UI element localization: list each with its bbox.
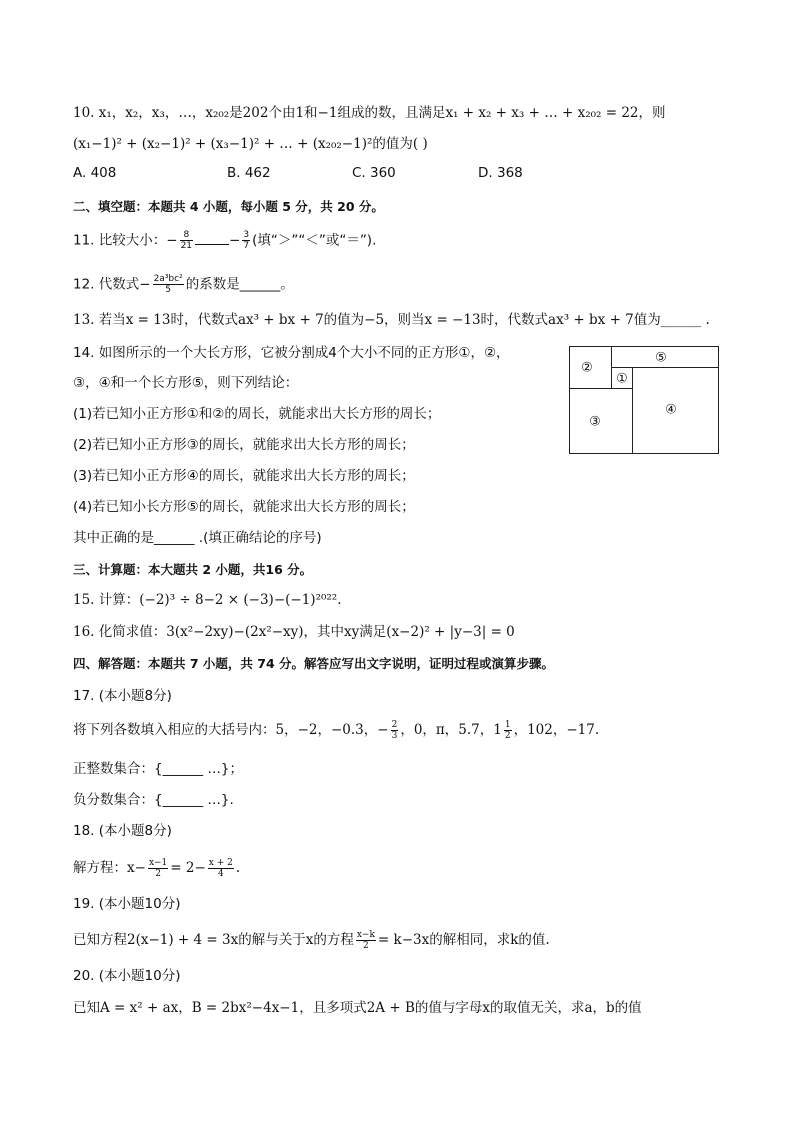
q14-item-2: (2)若已知小正方形③的周长，就能求出大长方形的周长； [73, 437, 415, 453]
q14-item-1: (1)若已知小正方形①和②的周长，就能求出大长方形的周长； [73, 406, 441, 422]
q17-frac-den: 3 [391, 731, 398, 741]
q17-mixed-den: 2 [504, 731, 511, 741]
section-2-heading: 二、填空题：本题共 4 小题，每小题 5 分，共 20 分。 [73, 199, 384, 214]
q11-num2: 3 [243, 230, 250, 240]
q12 [73, 274, 294, 295]
q17-suffix: ，102，−17. [513, 722, 600, 738]
q11-fraction-1 [180, 230, 193, 251]
q19-title: 19. (本小题10分) [73, 896, 181, 912]
q18-title: 18. (本小题8分) [73, 823, 172, 839]
q11-den1: 21 [180, 241, 193, 251]
q17-set-positive-integers: 正整数集合：{______ …}； [73, 761, 243, 777]
q10-line2: (x₁−1)² + (x₂−1)² + (x₃−1)² + … + (x₂₀₂−1)²的值为( ) [73, 136, 428, 152]
q12-prefix: 12. 代数式− [73, 276, 151, 293]
q17-mid: ，0，π，5.7，1 [400, 722, 502, 738]
q17-mixed-fraction [504, 720, 512, 741]
q13: 13. 若当x = 13时，代数式ax³ + bx + 7的值为−5，则当x = −13时，代数式ax³ + bx + 7值为______ . [73, 312, 710, 328]
q17-mixed-num: 1 [504, 720, 511, 730]
q17-set-negative-fractions: 负分数集合：{______ …}. [73, 792, 234, 808]
q20-title: 20. (本小题10分) [73, 968, 181, 984]
q18-suffix: . [235, 860, 241, 876]
q18-n2: x + 2 [208, 858, 233, 868]
q12-suffix: 的系数是______。 [185, 276, 294, 293]
q16: 16. 化简求值：3(x²−2xy)−(2x²−xy)，其中xy满足(x−2)² + |y−3| = 0 [73, 624, 515, 640]
q10-option-b: B. 462 [227, 165, 271, 181]
q10-line1: 10. x₁，x₂，x₃，…，x₂₀₂是202个由1和−1组成的数，且满足x₁ + x₂ + x₃ + … + x₂₀₂ = 22，则 [73, 105, 666, 121]
q17-prefix: 将下列各数填入相应的大括号内：5，−2，−0.3，− [73, 722, 389, 738]
q19-body [73, 930, 550, 951]
q17-fraction [391, 720, 399, 741]
q18-fraction-1 [148, 858, 168, 879]
label-5: ⑤ [655, 350, 667, 366]
q14-line2: ③，④和一个长方形⑤，则下列结论： [73, 375, 299, 391]
q15: 15. 计算：(−2)³ ÷ 8−2 × (−3)−(−1)²⁰²². [73, 592, 342, 608]
q20-body: 已知A = x² + ax，B = 2bx²−4x−1，且多项式2A + B的值与字母x的取值无关，求a，b的值 [73, 1000, 642, 1016]
label-3: ③ [589, 414, 601, 430]
q11-suffix: (填“＞”“＜”或“＝”). [252, 232, 377, 249]
q14-item-4: (4)若已知小长方形⑤的周长，就能求出大长方形的周长； [73, 499, 415, 515]
label-1: ① [616, 371, 628, 387]
q11-prefix: 11. 比较大小：− [73, 232, 178, 249]
q18-n1: x−1 [148, 858, 168, 868]
q10-option-c: C. 360 [352, 165, 396, 181]
label-4: ④ [665, 402, 677, 418]
q18-d1: 2 [155, 869, 161, 879]
q19-fraction [356, 930, 376, 951]
q18-equation [73, 858, 240, 879]
q14-line1: 14. 如图所示的一个大长方形，它被分割成4个大小不同的正方形①，②， [73, 345, 510, 361]
q11-blank [195, 231, 229, 245]
q18-d2: 4 [217, 869, 224, 879]
q11-fraction-2 [242, 230, 250, 251]
square-3 [569, 388, 633, 454]
q14-conclusion: 其中正确的是______ .(填正确结论的序号) [73, 530, 322, 546]
q18-prefix: 解方程：x− [73, 860, 146, 876]
q17-title: 17. (本小题8分) [73, 688, 172, 704]
q17-frac-num: 2 [391, 720, 398, 730]
q19-prefix: 已知方程2(x−1) + 4 = 3x的解与关于x的方程 [73, 932, 354, 948]
q14-rectangle-figure [569, 346, 719, 454]
q19-suffix: = k−3x的解相同，求k的值. [377, 932, 550, 948]
q12-num: 2a³bc² [153, 274, 183, 284]
q12-fraction [153, 274, 184, 295]
q19-n: x−k [356, 930, 375, 940]
q14-item-3: (3)若已知小正方形④的周长，就能求出大长方形的周长； [73, 468, 415, 484]
label-2: ② [581, 360, 593, 376]
q11-minus: − [229, 232, 241, 249]
section-4-heading: 四、解答题：本题共 7 小题，共 74 分。解答应写出文字说明，证明过程或演算步骤。 [73, 656, 555, 671]
q17-body [73, 720, 599, 741]
q11 [73, 230, 376, 251]
q10-option-d: D. 368 [478, 165, 523, 181]
q18-mid: = 2− [170, 860, 206, 876]
q12-den: 5 [165, 285, 171, 295]
q19-d: 2 [363, 941, 369, 951]
q10-option-a: A. 408 [73, 165, 117, 181]
q11-den2: 7 [243, 241, 250, 251]
q18-fraction-2 [208, 858, 234, 879]
q11-num1: 8 [180, 230, 193, 241]
section-3-heading: 三、计算题：本大题共 2 小题，共16 分。 [73, 562, 313, 577]
